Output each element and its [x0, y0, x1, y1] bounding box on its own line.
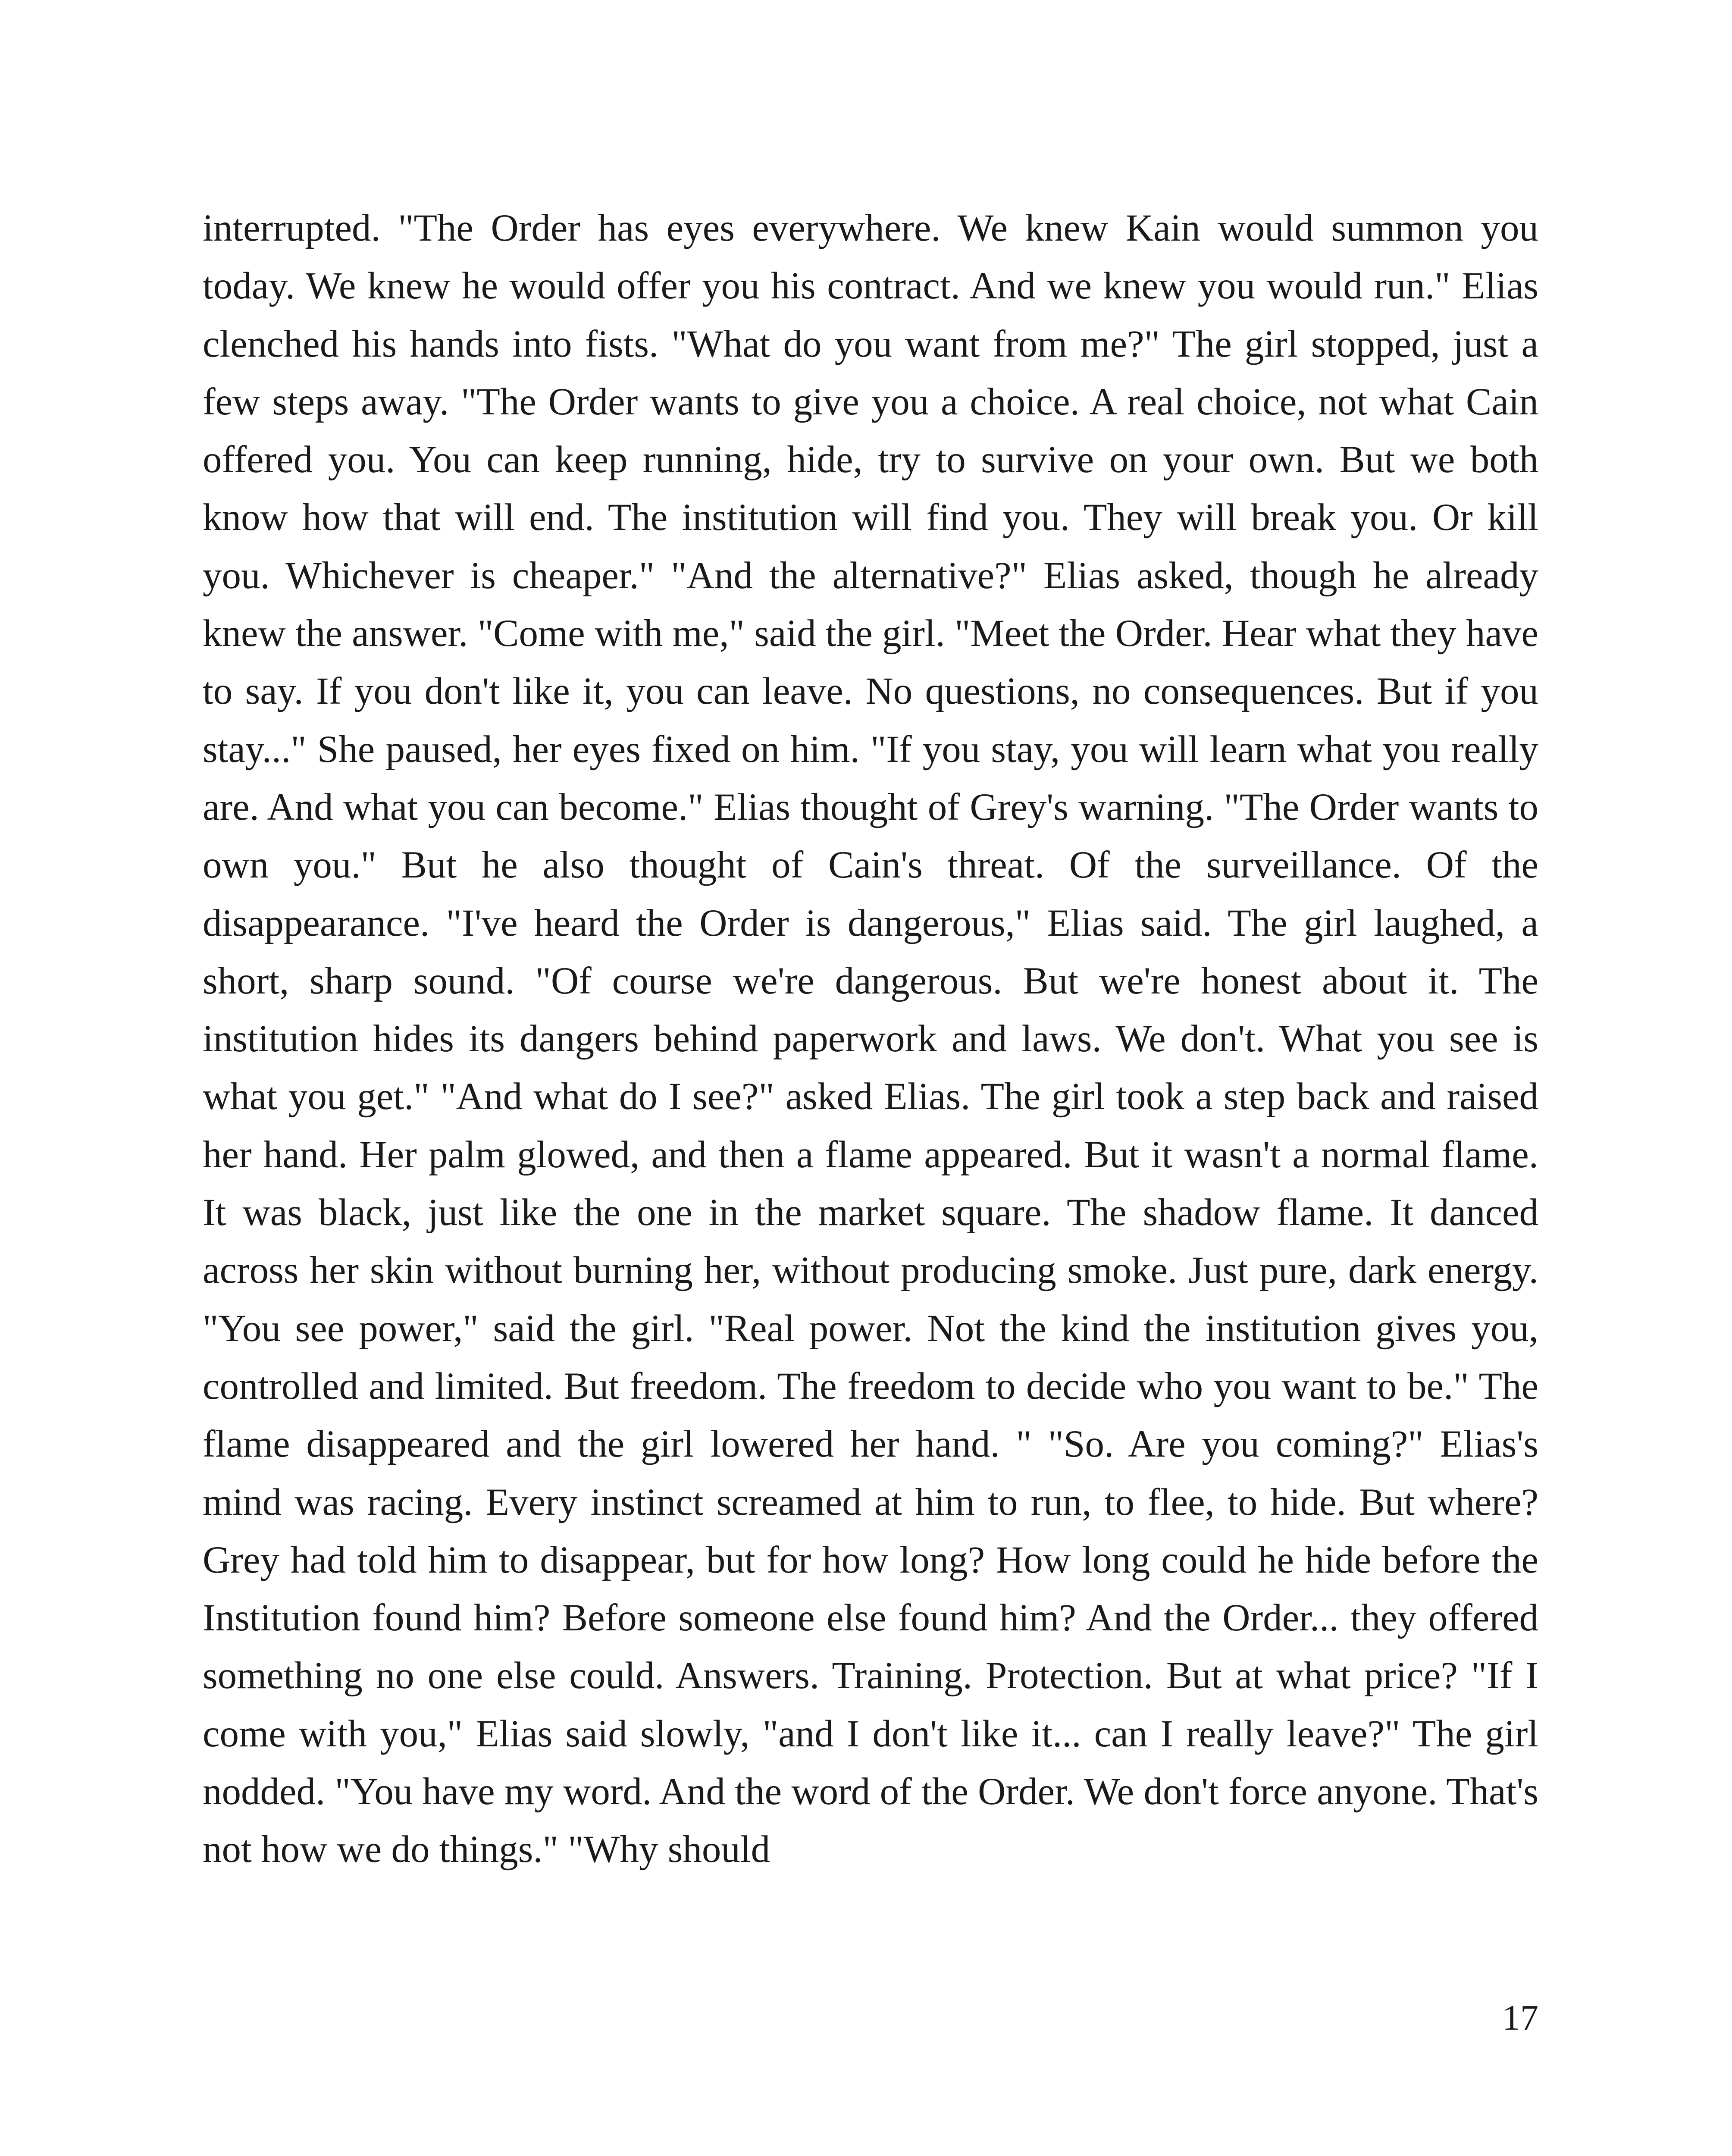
page-number: 17	[1502, 1998, 1538, 2038]
body-paragraph: interrupted. "The Order has eyes everywhere. We knew Kain would summon you today. We knew he would offer you his contract. And we knew you would run." Elias clenched his hands into fists. "What do you want from me?" The girl stopped, just a few steps away. "The Order wants to give you a choice. A real choice, not what Cain offered you. You can keep running, hide, try to survive on your own. But we both know how that will end. The institution will find you. They will break you. Or kill you. Whichever is cheaper." "And the alternative?" Elias asked, though he already knew the answer. "Come with me," said the girl. "Meet the Order. Hear what they have to say. If you don't like it, you can leave. No questions, no consequences. But if you stay..." She paused, her eyes fixed on him. "If you stay, you will learn what you really are. And what you can become." Elias thought of Grey's warning. "The Order wants to own you." But he also thought of Cain's threat. Of the surveillance. Of the disappearance. "I've heard the Order is dangerous," Elias said. The girl laughed, a short, sharp sound. "Of course we're dangerous. But we're honest about it. The institution hides its dangers behind paperwork and laws. We don't. What you see is what you get." "And what do I see?" asked Elias. The girl took a step back and raised her hand. Her palm glowed, and then a flame appeared. But it wasn't a normal flame. It was black, just like the one in the market square. The shadow flame. It danced across her skin without burning her, without producing smoke. Just pure, dark energy. "You see power," said the girl. "Real power. Not the kind the institution gives you, controlled and limited. But freedom. The freedom to decide who you want to be." The flame disappeared and the girl lowered her hand. " "So. Are you coming?" Elias's mind was racing. Every instinct screamed at him to run, to flee, to hide. But where? Grey had told him to disappear, but for how long? How long could he hide before the Institution found him? Before someone else found him? And the Order... they offered something no one else could. Answers. Training. Protection. But at what price? "If I come with you," Elias said slowly, "and I don't like it... can I really leave?" The girl nodded. "You have my word. And the word of the Order. We don't force anyone. That's not how we do things." "Why should	[203, 207, 1538, 1871]
